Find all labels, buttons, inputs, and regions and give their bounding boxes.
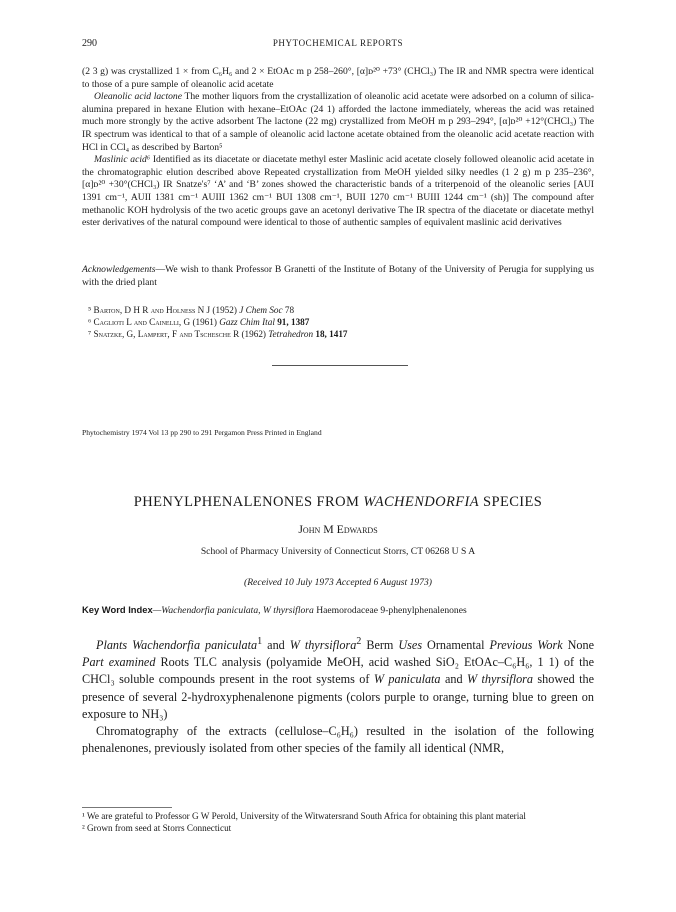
reference-item: ⁵ Barton, D H R and Holness N J (1952) J Chem Soc 78 — [88, 305, 295, 315]
footnote-rule — [82, 807, 172, 808]
page-number: 290 — [82, 38, 97, 49]
subhead-maslinic: Maslinic acid⁶ — [94, 154, 151, 166]
reference-item: ⁷ Snatzke, G, Lampert, F and Tschesche R (1962) Tetrahedron 18, 1417 — [88, 329, 348, 340]
acknowledgements: Acknowledgements—We wish to thank Professor B Granetti of the Institute of Botany of the University of Perugia for supplying us with the dried plant — [82, 264, 594, 288]
author-affiliation: School of Pharmacy University of Connecticut Storrs, CT 06268 U S A — [200, 546, 476, 557]
reference-item: ⁶ Caglioti L and Cainelli, G (1961) Gazz Chim Ital 91, 1387 — [88, 317, 310, 328]
paragraph-lactone: Oleanolic acid lactone The mother liquors from the crystallization of oleanolic acid acetate were adsorbed on a column of silica-alumina prepared in hexane Elution with hexane–EtOAc (24 1) afforded the lactone immediately, whereas the acid was retained much more strongly by the active adsorbent The lactone (22 mg) crystallized from MeOH m p 293–294°, [α]ᴅ²⁰ +12°(CHCl₃) The IR spectrum was identical to that of a sample of oleanolic acid lactone acetate obtained from the oleanolic acid acetate reaction with HCl in CCl₄ as described by Barton⁵ — [82, 91, 595, 153]
paragraph-chromatography: Chromatography of the extracts (cellulose–C₆H₆) resulted in the isolation of the following phenalenones, previously isolated from other species of the family all identical (NMR, — [82, 724, 594, 756]
article-author: John M Edwards — [298, 522, 378, 536]
article-title: PHENYLPHENALENONES FROM WACHENDORFIA SPECIES — [133, 494, 543, 510]
footnote-item: ¹ We are grateful to Professor G W Perold, University of the Witwatersrand South Africa for obtaining this plant material — [82, 811, 526, 821]
received-accepted-dates: (Received 10 July 1973 Accepted 6 August 1973) — [244, 577, 432, 588]
journal-citation-line: Phytochemistry 1974 Vol 13 pp 290 to 291 Pergamon Press Printed in England — [82, 428, 322, 437]
article-body — [82, 633, 594, 757]
title-genus: WACHENDORFIA — [363, 494, 480, 510]
keyword-index: Key Word Index—Wachendorfia paniculata, W thyrsiflora Haemorodaceae 9-phenylphenalenones — [82, 604, 467, 616]
reference-list — [88, 304, 594, 341]
paragraph-plants: Plants Wachendorfia paniculata$^1$ and W thyrsiflora$^2$ Berm Uses Ornamental Previous Work None Part examined Roots TLC analysis (polyamide MeOH, acid washed SiO₂ EtOAc–C₆H₆, 1 1) of the CHCl₃ soluble compounds present in the root systems of W paniculata and W thyrsiflora showed the presence of several 2-hydroxyphenalenone pigments (colors purple to orange, turning blue to green on exposure to NH₃) — [82, 636, 594, 721]
paragraph-acetate: (2 3 g) was crystallized 1 × from C₆H₆ and 2 × EtOAc m p 258–260°, [α]ᴅ²⁰ +73° (CHCl₃) The IR and NMR spectra were identical to those of a pure sample of oleanolic acid acetate — [82, 66, 594, 90]
ack-head: Acknowledgements — [82, 264, 156, 275]
page-header — [82, 38, 594, 52]
previous-article-text — [82, 66, 594, 230]
footnotes — [82, 810, 594, 834]
keyword-head: Key Word Index — [82, 604, 153, 615]
subhead-lactone: Oleanolic acid lactone — [94, 91, 182, 103]
running-head: PHYTOCHEMICAL REPORTS — [272, 38, 404, 48]
paragraph-maslinic: Maslinic acid⁶ Identified as its diacetate or diacetate methyl ester Maslinic acid acetate closely followed oleanolic acid acetate in the chromatographic elution described above Repeated crystallization from MeOH yielded silky needles (1 2 g) m p 235–236°, [α]ᴅ²⁰ +30°(CHCl₃) IR Snatze's⁷ ‘A’ and ‘B’ zones showed the characteristic bands of a triterpenoid of the oleanolic series [AUI 1391 cm⁻¹, AUII 1381 cm⁻¹ AUIII 1362 cm⁻¹ BUI 1308 cm⁻¹, BUII 1270 cm⁻¹ BUIII 1244 cm⁻¹ (sh)] The compound after methanolic KOH hydrolysis of the two acetic groups gave an acetonyl derivative The IR spectra of the diacetate or diacetate methyl ester derivatives of the natural compound were identical to those of authentic samples of equivalent maslinic acid derivatives — [82, 154, 595, 229]
footnote-item: ² Grown from seed at Storrs Connecticut — [82, 823, 232, 833]
article-separator-rule — [272, 365, 408, 366]
